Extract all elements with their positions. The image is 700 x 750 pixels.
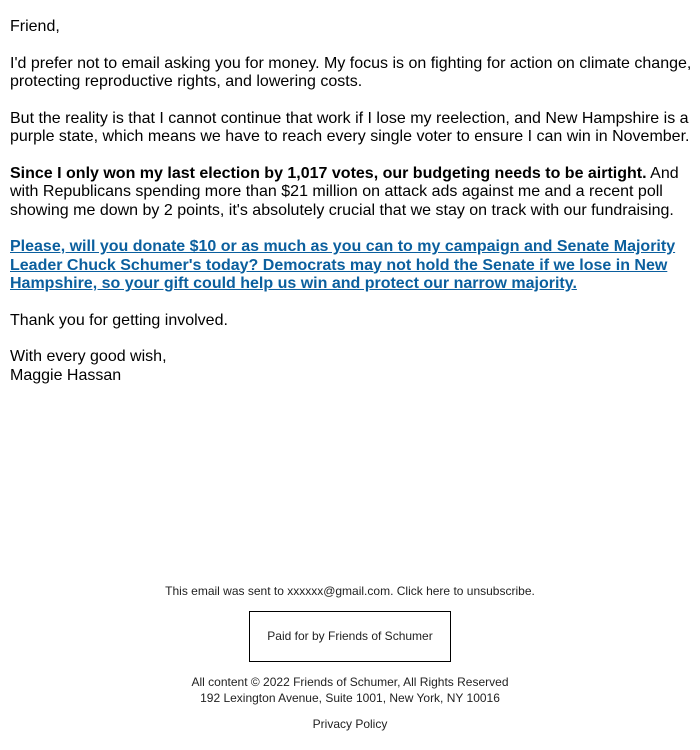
copyright-text: All content © 2022 Friends of Schumer, All Rights Reserved	[191, 675, 509, 689]
signature: Maggie Hassan	[10, 366, 122, 384]
email-body	[10, 18, 694, 385]
greeting: Friend,	[10, 18, 60, 35]
signoff-text: With every good wish,	[10, 348, 167, 365]
budget-bold-text: Since I only won my last election by 1,017 votes, our budgeting needs to be airtight.	[10, 164, 647, 182]
donate-paragraph	[10, 238, 694, 294]
sent-suffix: to unsubscribe.	[450, 584, 535, 598]
address-text: 192 Lexington Avenue, Suite 1001, New York, NY 10016	[200, 691, 500, 705]
paragraph-focus: I'd prefer not to email asking you for money. My focus is on fighting for action on climate change, protecting reproductive rights, and lowering costs.	[10, 54, 692, 90]
donate-link[interactable]: Please, will you donate $10 or as much as you can to my campaign and Senate Majority Leader Chuck Schumer's today? Democrats may not hold the Senate if we lose in New Hampshire, so your gift could help us win and protect our narrow majority.	[10, 238, 676, 292]
email-footer	[0, 583, 700, 732]
unsubscribe-link[interactable]: here	[426, 584, 451, 598]
paragraph-reelection: But the reality is that I cannot continue that work if I lose my reelection, and New Hampshire is a purple state, which means we have to reach every single voter to ensure I can win in November.	[10, 109, 690, 145]
privacy-policy-link-wrapper	[0, 716, 700, 732]
thanks-text: Thank you for getting involved.	[10, 311, 228, 329]
sent-prefix: This email was sent to	[165, 584, 288, 598]
sent-to-line	[0, 583, 700, 599]
sent-middle: . Click	[390, 584, 427, 598]
budget-rest-text: And with Republicans spending more than $21 million on attack ads against me and a recent poll showing me down by 2 points, it's absolutely crucial that we stay on track with our fundraising.	[10, 164, 679, 219]
recipient-email-link[interactable]: xxxxxx@gmail.com	[287, 584, 391, 598]
privacy-policy-link[interactable]: Privacy Policy	[312, 717, 388, 731]
paragraph-budget	[10, 165, 694, 221]
paid-for-box: Paid for by Friends of Schumer	[249, 611, 451, 662]
